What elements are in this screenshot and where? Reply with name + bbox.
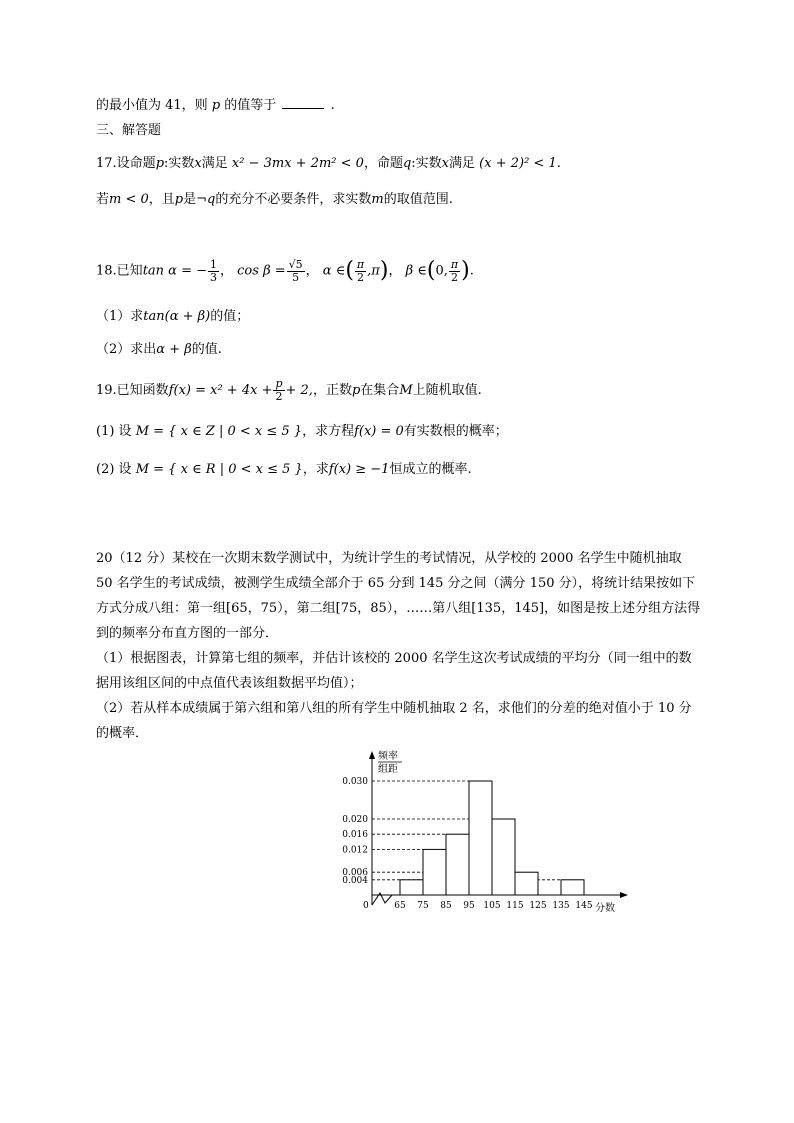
frac-num: π bbox=[356, 257, 365, 271]
paren-left: ( bbox=[426, 258, 436, 283]
frac-den: 5 bbox=[292, 270, 300, 284]
var-p: p bbox=[174, 192, 184, 207]
q18-part2-end: 的值. bbox=[191, 342, 222, 357]
origin-label: 0 bbox=[363, 901, 369, 911]
q18-part2-label: （2）求出 bbox=[96, 342, 157, 357]
q18-beta-left: 0, bbox=[435, 263, 448, 279]
q18-frac-alpha bbox=[355, 259, 366, 284]
frac-den: 3 bbox=[210, 270, 217, 284]
sep: ， bbox=[305, 263, 319, 279]
q17-text: ，且 bbox=[148, 192, 175, 207]
q18-frac-beta bbox=[449, 259, 460, 284]
q17-condition: m < 0 bbox=[109, 192, 149, 207]
x-tick-label: 115 bbox=[506, 901, 524, 911]
paren-left: ( bbox=[345, 258, 354, 283]
var-m: m bbox=[371, 192, 384, 207]
histogram-bar-8 bbox=[561, 880, 584, 895]
q17-text: 满足 bbox=[201, 156, 228, 171]
q19-text: ，求 bbox=[302, 462, 329, 477]
var-not-q: ¬q bbox=[196, 192, 216, 207]
y-tick-label: 0.030 bbox=[342, 777, 368, 787]
frac-num: √5 bbox=[288, 257, 303, 271]
q20-paragraph-3: （2）若从样本成绩属于第六组和第八组的所有学生中随机抽取 2 名，求他们的分差的绝对值小于 10 分的概率． bbox=[96, 701, 692, 741]
q18-text: 18.已知 bbox=[96, 263, 143, 279]
q18-beta-in: β ∈ bbox=[405, 263, 427, 279]
q19-part1 bbox=[96, 423, 508, 441]
q18-alpha-in: α ∈ bbox=[322, 263, 346, 279]
frac-num: 1 bbox=[210, 257, 217, 271]
x-tick-label: 125 bbox=[529, 901, 547, 911]
q18-part1-end: 的值； bbox=[210, 309, 250, 324]
q18-frac-tan bbox=[208, 259, 219, 284]
q18-part1-label: （1）求 bbox=[96, 309, 144, 324]
q19-set1: M = { x ∈ Z | 0 < x ≤ 5 } bbox=[135, 424, 303, 439]
paren-right: ) bbox=[461, 258, 470, 283]
q17-text: :实数 bbox=[411, 156, 442, 171]
q19-set2: M = { x ∈ R | 0 < x ≤ 5 } bbox=[135, 462, 303, 477]
q19-func: f(x) = x² + 4x + bbox=[168, 383, 273, 398]
q17-text: 的充分不必要条件，求实数 bbox=[215, 192, 372, 207]
q19-text: 有实数根的概率； bbox=[403, 424, 508, 439]
x-tick-label: 145 bbox=[575, 901, 593, 911]
histogram-bar-6 bbox=[515, 872, 538, 895]
q17-text: :实数 bbox=[164, 156, 195, 171]
frac-den: 2 bbox=[357, 270, 365, 284]
section-title: 三、解答题 bbox=[96, 123, 162, 138]
q17-text: 满足 bbox=[449, 156, 476, 171]
q18-line1 bbox=[96, 256, 474, 287]
q17-text: ，命题 bbox=[363, 156, 403, 171]
y-label-bottom: 组距 bbox=[378, 764, 398, 775]
q18-tan-lhs: tan α = − bbox=[142, 263, 207, 279]
q18-frac-cos bbox=[287, 259, 305, 284]
q19-text: ，正数 bbox=[312, 383, 352, 398]
y-tick-label: 0.004 bbox=[342, 875, 368, 886]
x-tick-label: 105 bbox=[483, 901, 501, 911]
q19-text: ，求方程 bbox=[302, 424, 355, 439]
sep: ， bbox=[388, 263, 402, 279]
histogram-bar-2 bbox=[423, 849, 446, 895]
q17-line2 bbox=[96, 191, 453, 209]
var-p: p bbox=[211, 98, 221, 113]
x-tick-label: 85 bbox=[440, 901, 452, 911]
q17-line1 bbox=[96, 155, 561, 173]
y-axis-arrow bbox=[369, 751, 375, 759]
q19-part2-label: (2) 设 bbox=[96, 462, 132, 477]
q18-part2-expr: α + β bbox=[156, 342, 192, 357]
q19-text: 上随机取值. bbox=[412, 383, 482, 398]
histogram-bar-4 bbox=[469, 781, 492, 895]
y-tick-label: 0.006 bbox=[342, 868, 368, 879]
x-axis-label: 分数 bbox=[595, 903, 615, 914]
var-M: M bbox=[399, 383, 413, 398]
q18-part1-expr: tan(α + β) bbox=[143, 309, 211, 324]
end: . bbox=[469, 263, 474, 279]
paren-right: ) bbox=[379, 258, 389, 283]
frac-den: 2 bbox=[450, 270, 458, 284]
y-tick-label: 0.012 bbox=[342, 845, 368, 856]
q20-paragraph-1: 20（12 分）某校在一次期末数学测试中，为统计学生的考试情况，从学校的 2000 名学生中随机抽取 50 名学生的考试成绩，被测学生成绩全部介于 65 分到 145 分之间（满分 150 分），将统计结果按如下方式分成八组：第一组[65，75），第二组[75，85），……第八组[135，145]，如图是按上述分组方法得到的频率分布直方图的一部分． bbox=[96, 551, 701, 641]
var-q: q bbox=[402, 156, 412, 171]
q19-text: 在集合 bbox=[360, 383, 400, 398]
q19-frac-p bbox=[273, 378, 284, 403]
y-tick-label: 0.016 bbox=[342, 830, 368, 841]
x-tick-label: 75 bbox=[417, 901, 429, 911]
prev-question-tail bbox=[96, 96, 335, 115]
tail-text: 的最小值为 41，则 bbox=[96, 98, 208, 113]
q17-text: 若 bbox=[96, 192, 110, 207]
y-tick-label: 0.020 bbox=[342, 815, 368, 825]
q20-paragraph-2: （1）根据图表，计算第七组的频率，并估计该校的 2000 名学生这次考试成绩的平均分（同一组中的数据用该组区间的中点值代表该组数据平均值）； bbox=[96, 651, 692, 691]
x-tick-label: 65 bbox=[394, 901, 406, 911]
histogram-bar-1 bbox=[400, 880, 423, 895]
q18-alpha-right: ,π bbox=[367, 263, 380, 279]
var-p: p bbox=[351, 383, 361, 398]
q19-eq1: f(x) = 0 bbox=[354, 424, 404, 439]
q19-line1 bbox=[96, 376, 482, 406]
frac-den: 2 bbox=[275, 390, 283, 403]
q19-text: 19.已知函数 bbox=[96, 383, 169, 398]
sep: ， bbox=[220, 263, 234, 279]
q19-part1-label: (1) 设 bbox=[96, 424, 132, 439]
q17-inequality-1: x² − 3mx + 2m² < 0 bbox=[231, 156, 364, 171]
q17-text: 是 bbox=[183, 192, 197, 207]
x-axis-arrow bbox=[620, 892, 628, 898]
q19-ineq: f(x) ≥ −1 bbox=[328, 462, 390, 477]
x-tick-label: 95 bbox=[463, 901, 475, 911]
q17-text: 17.设命题 bbox=[96, 156, 156, 171]
histogram-bar-5 bbox=[492, 819, 515, 895]
q19-text: 恒成立的概率. bbox=[389, 462, 472, 477]
q19-func-end: + 2, bbox=[285, 383, 313, 398]
var-x: x bbox=[194, 156, 202, 171]
frequency-histogram bbox=[330, 745, 640, 920]
q17-text: 的取值范围. bbox=[383, 192, 453, 207]
q19-part2 bbox=[96, 461, 472, 479]
tail-end: . bbox=[330, 98, 335, 113]
tail-text-2: 的值等于 bbox=[224, 98, 277, 113]
var-x: x bbox=[441, 156, 450, 171]
frac-num: p bbox=[275, 377, 283, 390]
frac-num: π bbox=[450, 257, 459, 271]
q18-part1 bbox=[96, 308, 249, 326]
var-p: p bbox=[155, 156, 165, 171]
histogram-bar-3 bbox=[446, 834, 469, 895]
q18-cos-lhs: cos β = bbox=[237, 263, 286, 279]
q17-inequality-2: (x + 2)² < 1. bbox=[479, 156, 561, 171]
q18-part2 bbox=[96, 341, 222, 359]
answer-blank[interactable] bbox=[282, 96, 324, 109]
y-label-top: 频率 bbox=[378, 751, 398, 762]
x-tick-label: 135 bbox=[552, 901, 570, 911]
